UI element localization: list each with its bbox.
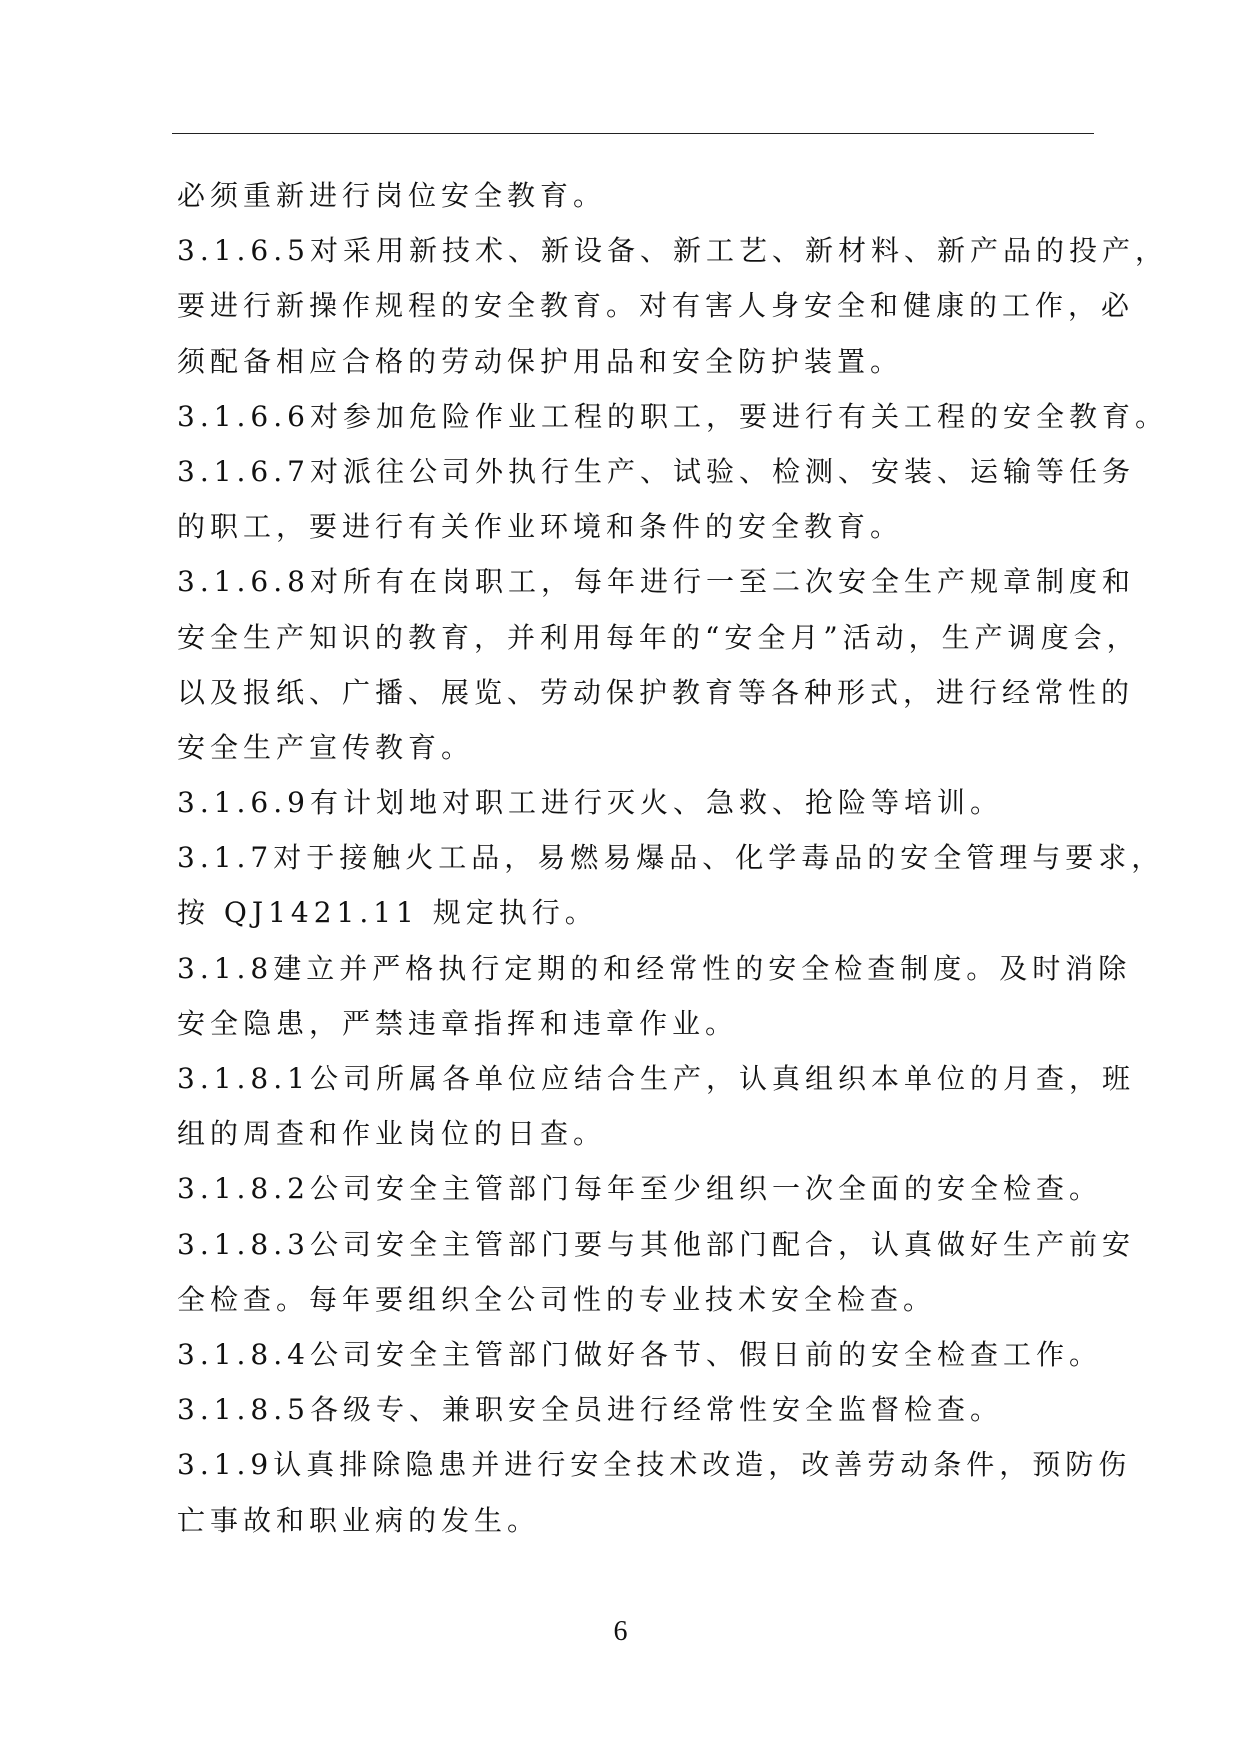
text-line: 全检查。每年要组织全公司性的专业技术安全检查。	[177, 1282, 937, 1316]
text-line: 的职工，要进行有关作业环境和条件的安全教育。	[177, 510, 904, 544]
text-line: 3.1.8.2公司安全主管部门每年至少组织一次全面的安全检查。	[177, 1172, 1102, 1206]
text-line: 须配备相应合格的劳动保护用品和安全防护装置。	[177, 344, 904, 378]
text-line: 3.1.6.8对所有在岗职工，每年进行一至二次安全生产规章制度和	[177, 565, 1135, 599]
text-line: 按 QJ1421.11 规定执行。	[177, 896, 598, 930]
text-line: 3.1.8建立并严格执行定期的和经常性的安全检查制度。及时消除	[177, 951, 1132, 985]
text-line: 安全生产宣传教育。	[177, 730, 475, 764]
document-body	[177, 178, 1168, 1558]
header-rule	[172, 133, 1094, 134]
text-line: 3.1.6.6对参加危险作业工程的职工，要进行有关工程的安全教育。	[177, 399, 1168, 433]
text-line: 亡事故和职业病的发生。	[177, 1503, 541, 1537]
text-line: 3.1.6.7对派往公司外执行生产、试验、检测、安装、运输等任务	[177, 454, 1135, 488]
text-line: 要进行新操作规程的安全教育。对有害人身安全和健康的工作，必	[177, 289, 1135, 323]
text-line: 3.1.9认真排除隐患并进行安全技术改造，改善劳动条件，预防伤	[177, 1448, 1132, 1482]
text-line: 3.1.7对于接触火工品，易燃易爆品、化学毒品的安全管理与要求，	[177, 841, 1165, 875]
text-line: 3.1.8.1公司所属各单位应结合生产，认真组织本单位的月查，班	[177, 1062, 1135, 1095]
text-line: 3.1.8.5各级专、兼职安全员进行经常性安全监督检查。	[177, 1393, 1003, 1427]
text-line: 安全隐患，严禁违章指挥和违章作业。	[177, 1006, 739, 1040]
text-line: 3.1.8.4公司安全主管部门做好各节、假日前的安全检查工作。	[177, 1337, 1102, 1371]
text-line: 3.1.6.9有计划地对职工进行灭火、急救、抢险等培训。	[177, 786, 1003, 820]
text-line: 以及报纸、广播、展览、劳动保护教育等各种形式，进行经常性的	[177, 675, 1135, 709]
text-line: 3.1.8.3公司安全主管部门要与其他部门配合，认真做好生产前安	[177, 1227, 1135, 1261]
text-line: 安全生产知识的教育，并利用每年的“安全月”活动，生产调度会，	[177, 620, 1140, 654]
text-line: 组的周查和作业岗位的日查。	[177, 1117, 607, 1151]
text-line: 必须重新进行岗位安全教育。	[177, 179, 607, 212]
text-line: 3.1.6.5对采用新技术、新设备、新工艺、新材料、新产品的投产，	[177, 234, 1168, 268]
page-number: 6	[613, 1616, 628, 1647]
